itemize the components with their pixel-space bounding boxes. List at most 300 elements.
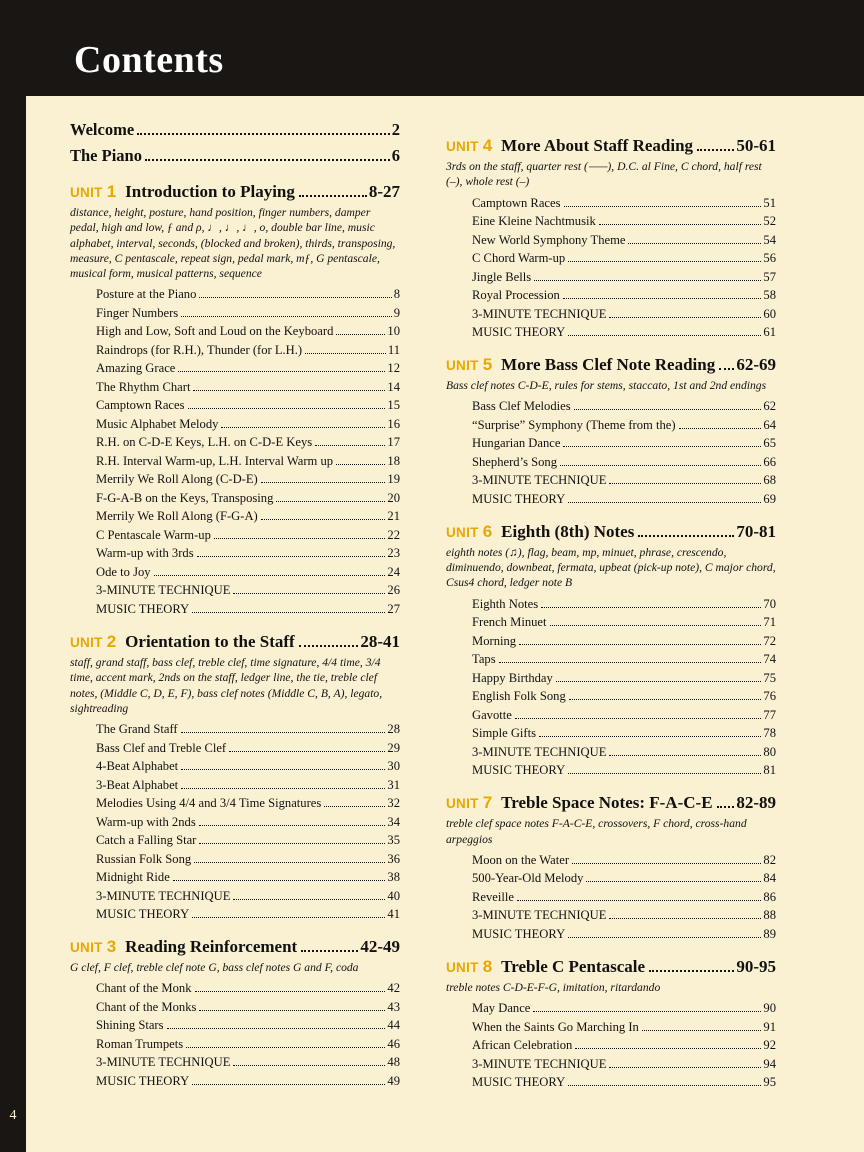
toc-entry-page: 78 [763, 726, 776, 741]
toc-entry-page: 27 [387, 601, 400, 616]
toc-entry-title: Roman Trumpets [96, 1036, 184, 1051]
unit-number: 2 [106, 631, 117, 651]
toc-entry[interactable] [96, 325, 400, 338]
toc-entry-title: Merrily We Roll Along (F-G-A) [96, 509, 258, 524]
toc-entry-title: Hungarian Dance [472, 436, 561, 451]
toc-entry-page: 71 [763, 615, 776, 630]
toc-entry-page: 70 [763, 596, 776, 611]
toc-top-entry[interactable] [70, 146, 400, 166]
unit-title: Eighth (8th) Notes [501, 521, 635, 541]
toc-unit-heading[interactable] [446, 793, 776, 813]
leader-dots [697, 149, 734, 151]
leader-dots [717, 806, 735, 808]
toc-entry-title: When the Saints Go Marching In [472, 1019, 639, 1034]
toc-entry[interactable] [472, 271, 776, 284]
toc-entry-title: The Piano [70, 146, 142, 165]
leader-dots [233, 593, 385, 594]
toc-entry[interactable] [96, 1056, 400, 1069]
leader-dots [519, 644, 761, 645]
leader-dots [563, 298, 762, 299]
toc-entry-page: 31 [387, 777, 400, 792]
leader-dots [178, 371, 385, 372]
toc-entry-title: MUSIC THEORY [96, 601, 190, 616]
toc-entry[interactable] [472, 891, 776, 904]
toc-entry-title: High and Low, Soft and Loud on the Keyboard [96, 324, 334, 339]
leader-dots [261, 482, 386, 483]
toc-unit-heading[interactable] [446, 957, 776, 977]
leader-dots [719, 368, 734, 370]
toc-entry-page: 12 [387, 361, 400, 376]
unit-page-range: 28-41 [360, 631, 400, 651]
toc-entry-title: MUSIC THEORY [96, 1073, 190, 1088]
unit-entry-list [472, 400, 776, 506]
leader-dots [299, 645, 359, 647]
leader-dots [181, 788, 385, 789]
toc-entry-title: 3-MINUTE TECHNIQUE [472, 473, 607, 488]
contents-columns [26, 96, 864, 1146]
leader-dots [299, 195, 367, 197]
toc-entry-title: MUSIC THEORY [472, 491, 566, 506]
toc-entry[interactable] [96, 529, 400, 542]
toc-entry-title: 3-Beat Alphabet [96, 777, 179, 792]
toc-entry[interactable] [96, 1019, 400, 1032]
toc-entry[interactable] [472, 1076, 776, 1089]
toc-entry-page: 15 [387, 398, 400, 413]
toc-entry-page: 29 [387, 740, 400, 755]
toc-entry-title: MUSIC THEORY [96, 907, 190, 922]
toc-entry-title: Amazing Grace [96, 361, 176, 376]
leader-dots [276, 501, 385, 502]
toc-entry-page: 44 [387, 1018, 400, 1033]
toc-entry[interactable] [472, 493, 776, 506]
unit-page-range: 8-27 [368, 182, 400, 201]
toc-entry[interactable] [472, 1039, 776, 1052]
toc-entry-title: Melodies Using 4/4 and 3/4 Time Signatures [96, 796, 322, 811]
toc-entry[interactable] [96, 723, 400, 736]
toc-entry-title: Morning [472, 633, 517, 648]
toc-entry[interactable] [472, 872, 776, 885]
toc-entry-page: 11 [387, 342, 400, 357]
toc-entry[interactable] [472, 289, 776, 302]
toc-entry-title: Music Alphabet Melody [96, 416, 219, 431]
unit-label: UNIT [446, 524, 479, 540]
toc-entry-title: 500-Year-Old Melody [472, 871, 584, 886]
toc-entry-page: 92 [763, 1038, 776, 1053]
toc-entry[interactable] [96, 307, 400, 320]
leader-dots [167, 1028, 386, 1029]
leader-dots [261, 519, 386, 520]
toc-entry-page: 30 [387, 759, 400, 774]
toc-entry-page: 43 [387, 999, 400, 1014]
toc-entry-page: 24 [387, 564, 400, 579]
leader-dots [145, 159, 390, 161]
unit-page-range: 70-81 [736, 521, 776, 541]
toc-entry[interactable] [472, 197, 776, 210]
toc-entry[interactable] [96, 1075, 400, 1088]
toc-entry[interactable] [472, 854, 776, 867]
toc-entry-title: Bass Clef Melodies [472, 399, 571, 414]
leader-dots [586, 881, 761, 882]
toc-entry-page: 72 [763, 633, 776, 648]
toc-entry[interactable] [472, 928, 776, 941]
leader-dots [563, 446, 761, 447]
leader-dots [154, 575, 386, 576]
leader-dots [186, 1047, 385, 1048]
toc-entry[interactable] [96, 547, 400, 560]
unit-title: Reading Reinforcement [125, 937, 298, 957]
left-edge-band [0, 0, 26, 1152]
toc-entry-page: 57 [763, 269, 776, 284]
unit-label: UNIT [446, 796, 479, 812]
toc-entry-page: 18 [387, 453, 400, 468]
leader-dots [638, 535, 734, 537]
unit-entry-list [96, 723, 400, 921]
leader-dots [541, 607, 761, 608]
toc-entry-page: 17 [387, 435, 400, 450]
toc-entry-title: 3-MINUTE TECHNIQUE [472, 908, 607, 923]
toc-entry-title: The Grand Staff [96, 722, 178, 737]
leader-dots [315, 445, 385, 446]
toc-entry[interactable] [472, 474, 776, 487]
toc-entry[interactable] [96, 797, 400, 810]
toc-entry-title: Shepherd’s Song [472, 454, 558, 469]
toc-entry-page: 46 [387, 1036, 400, 1051]
toc-entry-title: Jingle Bells [472, 269, 532, 284]
leader-dots [229, 751, 385, 752]
leader-dots [199, 297, 391, 298]
unit-title: Introduction to Playing [125, 182, 295, 201]
toc-entry[interactable] [96, 1038, 400, 1051]
toc-entry-title: African Celebration [472, 1038, 573, 1053]
leader-dots [181, 316, 392, 317]
toc-entry[interactable] [472, 326, 776, 339]
toc-entry-title: MUSIC THEORY [472, 1075, 566, 1090]
toc-entry[interactable] [96, 288, 400, 301]
leader-dots [515, 718, 762, 719]
toc-entry-title: Bass Clef and Treble Clef [96, 740, 227, 755]
toc-entry-title: Gavotte [472, 707, 512, 722]
toc-entry[interactable] [96, 362, 400, 375]
toc-entry-page: 6 [391, 146, 400, 165]
toc-entry-page: 22 [387, 527, 400, 542]
toc-entry-title: Chant of the Monk [96, 981, 192, 996]
toc-entry[interactable] [472, 909, 776, 922]
toc-entry-title: 3-MINUTE TECHNIQUE [472, 306, 607, 321]
toc-entry[interactable] [472, 215, 776, 228]
toc-entry-page: 61 [763, 325, 776, 340]
toc-entry-title: Midnight Ride [96, 870, 170, 885]
leader-dots [574, 409, 762, 410]
toc-entry-page: 77 [763, 707, 776, 722]
toc-entry-title: English Folk Song [472, 689, 566, 704]
contents-column-right [446, 120, 776, 1095]
toc-unit-heading[interactable] [446, 522, 776, 542]
leader-dots [499, 662, 762, 663]
toc-entry-title: Welcome [70, 120, 135, 139]
toc-entry[interactable] [472, 653, 776, 666]
toc-entry[interactable] [96, 816, 400, 829]
toc-entry-title: Camptown Races [96, 398, 185, 413]
leader-dots [305, 353, 386, 354]
toc-entry-title: Finger Numbers [96, 305, 179, 320]
leader-dots [539, 736, 761, 737]
toc-entry-title: 3-MINUTE TECHNIQUE [472, 1056, 607, 1071]
unit-entry-list [472, 1002, 776, 1089]
toc-entry[interactable] [96, 455, 400, 468]
toc-entry[interactable] [472, 746, 776, 759]
toc-entry-page: 56 [763, 251, 776, 266]
toc-entry-title: The Rhythm Chart [96, 379, 191, 394]
unit-label: UNIT [70, 940, 103, 956]
toc-entry-page: 38 [387, 870, 400, 885]
toc-entry-page: 54 [763, 232, 776, 247]
toc-entry[interactable] [472, 1058, 776, 1071]
toc-entry-page: 62 [763, 399, 776, 414]
toc-entry[interactable] [96, 510, 400, 523]
toc-entry[interactable] [472, 598, 776, 611]
toc-entry[interactable] [472, 616, 776, 629]
leader-dots [560, 465, 761, 466]
unit-page-range: 50-61 [736, 136, 776, 155]
leader-dots [197, 556, 386, 557]
toc-entry-title: Warm-up with 2nds [96, 814, 196, 829]
toc-entry-title: Taps [472, 652, 496, 667]
toc-entry-page: 23 [387, 546, 400, 561]
toc-entry[interactable] [96, 834, 400, 847]
toc-entry[interactable] [472, 709, 776, 722]
unit-concepts: treble clef space notes F-A-C-E, crossovers, F chord, cross-hand arpeggios [446, 817, 747, 846]
toc-entry-page: 91 [763, 1019, 776, 1034]
unit-title: Treble C Pentascale [501, 956, 646, 976]
toc-entry-page: 28 [387, 722, 400, 737]
toc-entry[interactable] [96, 418, 400, 431]
toc-entry-page: 58 [763, 288, 776, 303]
unit-number: 7 [482, 793, 493, 813]
unit-page-range: 62-69 [736, 355, 776, 375]
unit-entry-list [472, 854, 776, 941]
unit-label: UNIT [446, 959, 479, 975]
leader-dots [609, 918, 761, 919]
toc-unit-heading[interactable] [446, 136, 776, 156]
toc-entry-title: Shining Stars [96, 1018, 164, 1033]
toc-entry[interactable] [96, 566, 400, 579]
toc-entry-title: R.H. on C-D-E Keys, L.H. on C-D-E Keys [96, 435, 313, 450]
toc-entry-title: Eine Kleine Nachtmusik [472, 214, 596, 229]
toc-entry-title: F-G-A-B on the Keys, Transposing [96, 490, 274, 505]
toc-entry[interactable] [96, 1001, 400, 1014]
toc-entry-page: 74 [763, 652, 776, 667]
toc-entry[interactable] [96, 436, 400, 449]
toc-entry[interactable] [96, 871, 400, 884]
toc-entry-title: Simple Gifts [472, 726, 537, 741]
toc-unit-heading[interactable] [446, 355, 776, 375]
toc-entry-page: 95 [763, 1075, 776, 1090]
toc-entry[interactable] [96, 779, 400, 792]
toc-entry[interactable] [96, 853, 400, 866]
page-title: Contents [74, 39, 224, 81]
toc-entry-page: 82 [763, 852, 776, 867]
leader-dots [649, 970, 734, 972]
toc-entry-page: 42 [387, 981, 400, 996]
toc-entry-page: 49 [387, 1073, 400, 1088]
toc-unit-heading[interactable] [70, 182, 400, 202]
unit-page-range: 42-49 [360, 937, 400, 957]
unit-label: UNIT [70, 634, 103, 650]
toc-entry-title: MUSIC THEORY [472, 763, 566, 778]
toc-entry-title: Warm-up with 3rds [96, 546, 194, 561]
leader-dots [568, 335, 761, 336]
toc-entry[interactable] [472, 456, 776, 469]
unit-entry-list [472, 598, 776, 778]
toc-entry-title: Raindrops (for R.H.), Thunder (for L.H.) [96, 342, 303, 357]
toc-entry[interactable] [472, 252, 776, 265]
toc-entry-page: 16 [387, 416, 400, 431]
unit-concepts: 3rds on the staff, quarter rest (⸺), D.C. al Fine, C chord, half rest (–), whole rest (–) [446, 160, 762, 189]
toc-entry[interactable] [472, 400, 776, 413]
toc-entry[interactable] [96, 760, 400, 773]
toc-unit-heading[interactable] [70, 937, 400, 957]
leader-dots [336, 334, 385, 335]
leader-dots [599, 224, 762, 225]
toc-entry-page: 51 [763, 195, 776, 210]
toc-entry-title: New World Symphony Theme [472, 232, 626, 247]
leader-dots [233, 899, 385, 900]
toc-entry[interactable] [96, 584, 400, 597]
toc-entry-page: 36 [387, 851, 400, 866]
leader-dots [609, 317, 761, 318]
toc-entry-page: 21 [387, 509, 400, 524]
toc-entry-title: Merrily We Roll Along (C-D-E) [96, 472, 258, 487]
toc-entry[interactable] [96, 908, 400, 921]
toc-entry-title: Chant of the Monks [96, 999, 197, 1014]
unit-entry-list [472, 197, 776, 340]
toc-entry[interactable] [96, 603, 400, 616]
toc-entry[interactable] [472, 234, 776, 247]
toc-entry[interactable] [96, 742, 400, 755]
toc-entry-title: 4-Beat Alphabet [96, 759, 179, 774]
leader-dots [679, 428, 762, 429]
toc-entry-page: 14 [387, 379, 400, 394]
leader-dots [188, 408, 386, 409]
toc-entry-title: Happy Birthday [472, 670, 553, 685]
leader-dots [324, 806, 385, 807]
toc-entry[interactable] [96, 890, 400, 903]
leader-dots [556, 681, 762, 682]
toc-entry-title: MUSIC THEORY [472, 926, 566, 941]
unit-label: UNIT [446, 139, 479, 154]
toc-entry-title: 3-MINUTE TECHNIQUE [472, 744, 607, 759]
leader-dots [195, 991, 386, 992]
toc-entry-title: “Surprise” Symphony (Theme from the) [472, 417, 676, 432]
toc-entry[interactable] [472, 672, 776, 685]
toc-entry-page: 88 [763, 908, 776, 923]
toc-entry-page: 20 [387, 490, 400, 505]
toc-entry-page: 94 [763, 1056, 776, 1071]
leader-dots [199, 825, 386, 826]
toc-entry[interactable] [472, 437, 776, 450]
leader-dots [575, 1048, 761, 1049]
toc-entry-page: 48 [387, 1055, 400, 1070]
unit-page-range: 90-95 [736, 956, 776, 976]
toc-entry-page: 64 [763, 417, 776, 432]
toc-entry[interactable] [96, 473, 400, 486]
toc-entry[interactable] [472, 419, 776, 432]
leader-dots [301, 950, 358, 952]
toc-entry-page: 60 [763, 306, 776, 321]
toc-entry-page: 26 [387, 583, 400, 598]
toc-entry-page: 86 [763, 889, 776, 904]
toc-entry[interactable] [96, 344, 400, 357]
leader-dots [137, 133, 390, 135]
leader-dots [568, 502, 761, 503]
unit-number: 3 [106, 937, 117, 957]
unit-title: More Bass Clef Note Reading [501, 355, 716, 375]
toc-entry[interactable] [472, 308, 776, 321]
toc-entry-title: 3-MINUTE TECHNIQUE [96, 583, 231, 598]
toc-entry-page: 8 [393, 287, 400, 302]
toc-entry[interactable] [96, 399, 400, 412]
leader-dots [609, 483, 761, 484]
leader-dots [609, 755, 761, 756]
toc-entry-page: 19 [387, 472, 400, 487]
toc-entry-page: 52 [763, 214, 776, 229]
toc-entry[interactable] [472, 764, 776, 777]
toc-entry[interactable] [472, 1021, 776, 1034]
unit-concepts: distance, height, posture, hand position, finger numbers, damper pedal, high and low, ƒ and ρ, ♩, ♩, ♩, o, double bar line, music alphabet, interval, seconds, (blocked and broken), thirds, transposing, measure, C pentascale, repeat sign, pedal mark, mƒ, G pentascale, musical form, musical patterns, sequence [70, 206, 396, 281]
toc-entry[interactable] [472, 690, 776, 703]
toc-entry-title: R.H. Interval Warm-up, L.H. Interval Warm up [96, 453, 334, 468]
page-header [26, 0, 864, 96]
toc-entry-title: Eighth Notes [472, 596, 539, 611]
toc-entry-page: 2 [391, 120, 400, 139]
unit-concepts: G clef, F clef, treble clef note G, bass clef notes G and F, coda [70, 961, 359, 975]
toc-entry[interactable] [96, 381, 400, 394]
toc-entry[interactable] [472, 1002, 776, 1015]
contents-column-left [70, 120, 400, 1093]
toc-entry-page: 65 [763, 436, 776, 451]
leader-dots [568, 261, 761, 262]
toc-entry-page: 68 [763, 473, 776, 488]
leader-dots [194, 862, 385, 863]
toc-entry-page: 89 [763, 926, 776, 941]
leader-dots [199, 1010, 385, 1011]
unit-label: UNIT [446, 358, 479, 374]
toc-entry-page: 76 [763, 689, 776, 704]
unit-number: 6 [482, 521, 493, 541]
toc-entry[interactable] [472, 635, 776, 648]
leader-dots [572, 863, 761, 864]
unit-number: 8 [482, 956, 493, 976]
toc-entry[interactable] [96, 492, 400, 505]
toc-entry-page: 90 [763, 1001, 776, 1016]
toc-entry-page: 9 [393, 305, 400, 320]
toc-entry-title: Russian Folk Song [96, 851, 192, 866]
toc-entry-page: 66 [763, 454, 776, 469]
toc-entry-title: French Minuet [472, 615, 547, 630]
toc-entry[interactable] [96, 982, 400, 995]
leader-dots [568, 1085, 761, 1086]
leader-dots [199, 843, 385, 844]
toc-entry[interactable] [472, 727, 776, 740]
unit-page-range: 82-89 [736, 793, 776, 813]
toc-unit-heading[interactable] [70, 632, 400, 652]
unit-title: Orientation to the Staff [125, 631, 295, 651]
toc-entry-title: Posture at the Piano [96, 287, 197, 302]
leader-dots [181, 769, 385, 770]
unit-entry-list [96, 982, 400, 1088]
toc-top-entry[interactable] [70, 120, 400, 140]
unit-label: UNIT [70, 185, 103, 200]
